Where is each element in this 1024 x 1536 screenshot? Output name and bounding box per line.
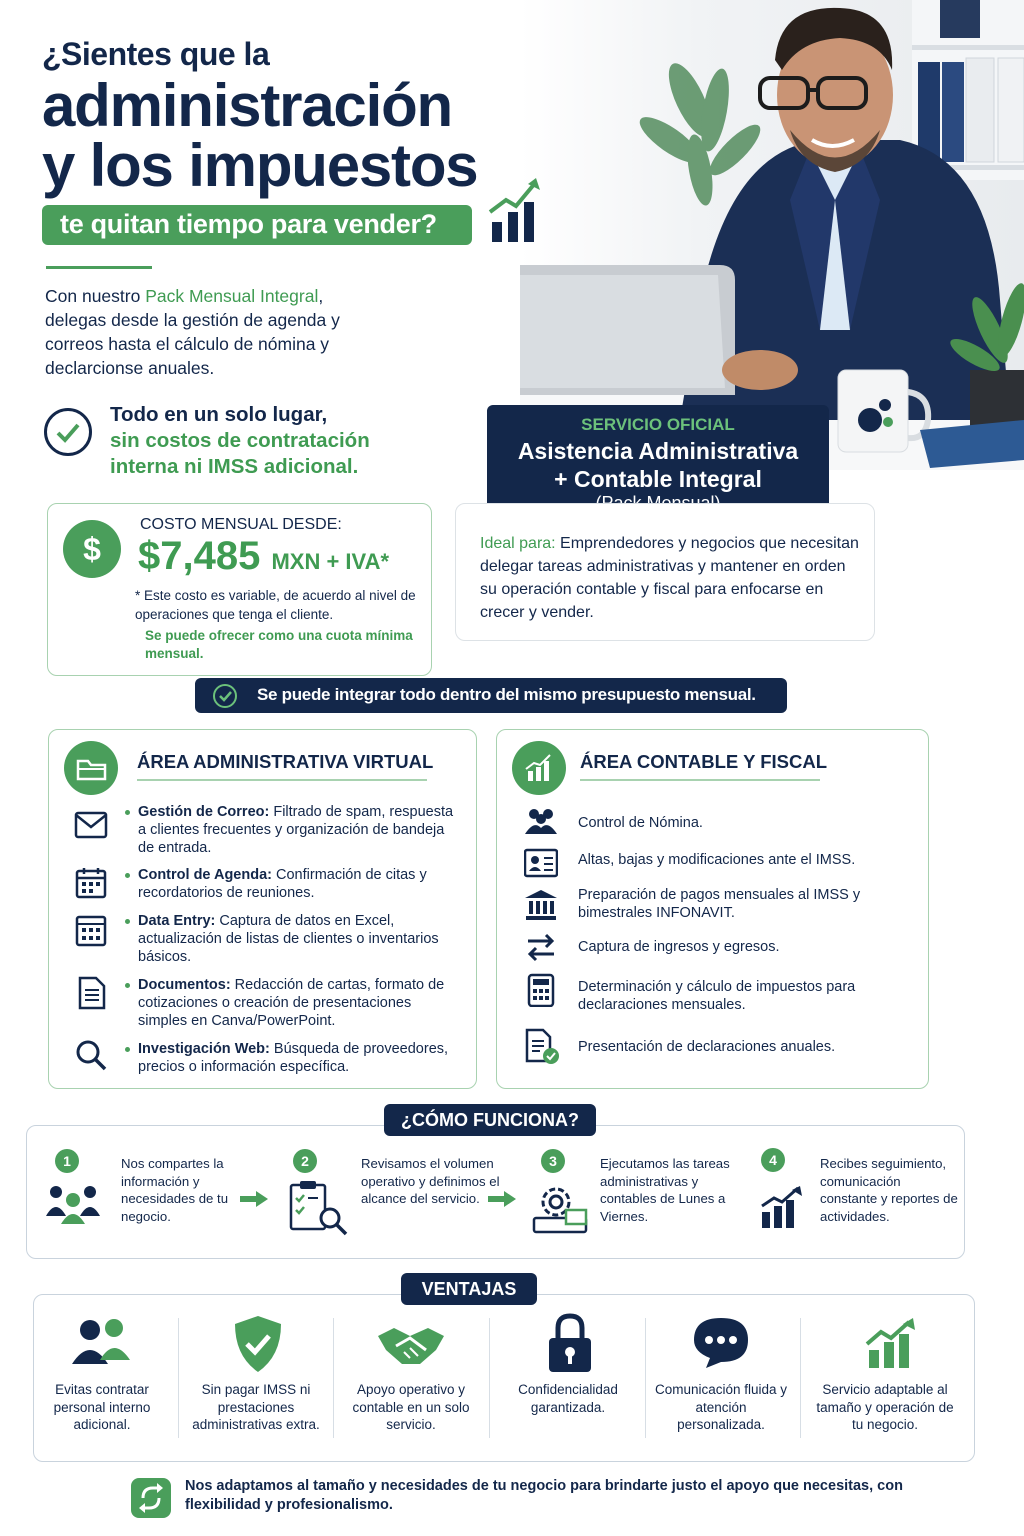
all-in-one-text — [110, 402, 370, 480]
step-number: 4 — [761, 1148, 785, 1172]
fiscal-item-imss: Altas, bajas y modificaciones ante el IMSS. — [578, 852, 856, 868]
fiscal-item-payroll: Control de Nómina. — [578, 815, 703, 831]
admin-item-documents — [138, 976, 458, 1030]
people-icon — [70, 1316, 132, 1368]
divider — [800, 1318, 801, 1438]
people-icon — [524, 806, 558, 840]
fiscal-item-income: Captura de ingresos y egresos. — [578, 939, 780, 955]
price-label: COSTO MENSUAL DESDE: — [140, 516, 342, 533]
price-note: * Este costo es variable, de acuerdo al nivel de operaciones que tenga el cliente. — [135, 588, 416, 622]
ideal-label: Ideal para: — [480, 535, 556, 552]
advantage-text: Servicio adaptable al tamaño y operación de tu negocio. — [816, 1382, 954, 1432]
calculator-icon — [524, 973, 558, 1007]
price-note-green: Se puede ofrecer como una cuota mínima mensual. — [145, 628, 413, 661]
headline-impuestos: y los impuestos — [42, 132, 478, 199]
handshake-icon — [376, 1322, 446, 1370]
checklist-search-icon — [288, 1180, 350, 1236]
service-tag: SERVICIO OFICIAL — [581, 415, 735, 434]
advantage-text: Comunicación fluida y atención personalizada. — [654, 1382, 788, 1432]
document-icon — [74, 976, 108, 1010]
admin-item-agenda-bold: Control de Agenda: — [138, 867, 272, 883]
gear-laptop-icon — [532, 1180, 590, 1236]
intro-text-pre: Con nuestro — [45, 286, 146, 306]
admin-item-documents-bold: Documentos: — [138, 977, 231, 993]
ideal-text — [480, 532, 865, 624]
step-number: 3 — [541, 1149, 565, 1173]
advantage-text: Evitas contratar personal interno adicional. — [53, 1382, 151, 1432]
intro-text-post: , delegas desde la gestión de agenda y correos hasta el cálculo de nómina y declarcionse anuales. — [45, 286, 340, 378]
admin-item-agenda-text: Confirmación de citas y recordatorios de reuniones. — [138, 867, 427, 901]
check-circle-icon — [44, 408, 92, 456]
bullet — [125, 1047, 130, 1052]
bank-icon — [524, 888, 558, 922]
step-text: Revisamos el volumen operativo y definimos el alcance del servicio. — [361, 1156, 500, 1206]
advantage-text: Apoyo operativo y contable en un solo servicio. — [352, 1382, 470, 1432]
chat-bubble-icon — [692, 1316, 750, 1370]
bullet — [125, 810, 130, 815]
service-title — [487, 437, 829, 493]
bullet — [125, 873, 130, 878]
admin-item-research — [138, 1040, 458, 1076]
divider — [333, 1318, 334, 1438]
admin-area-title: ÁREA ADMINISTRATIVA VIRTUAL — [137, 751, 434, 772]
fiscal-area-title: ÁREA CONTABLE Y FISCAL — [580, 751, 828, 772]
step-text: Recibes seguimiento, comunicación constante y reportes de actividades. — [820, 1156, 958, 1224]
step-text: Nos compartes la información y necesidades de tu negocio. — [121, 1156, 229, 1224]
admin-title-underline — [137, 779, 427, 781]
calendar-icon — [74, 866, 108, 900]
divider — [178, 1318, 179, 1438]
businessman-photo — [520, 0, 1024, 470]
ideal-body: Emprendedores y negocios que necesitan delegar tareas administrativas y mantener en orden su operación contable y fiscal para enfocarse en crecer y vender. — [480, 535, 859, 621]
dollar-icon: $ — [63, 520, 121, 578]
price-unit: MXN + IVA* — [271, 549, 390, 574]
envelope-icon — [74, 808, 108, 842]
growth-chart-icon — [865, 1318, 917, 1370]
growth-chart-icon — [488, 176, 544, 246]
fiscal-title-underline — [580, 779, 820, 781]
integrate-banner — [195, 678, 787, 713]
step-number: 2 — [293, 1149, 317, 1173]
intro-highlight: Pack Mensual Integral — [145, 286, 319, 306]
service-title-line2: + Contable Integral — [554, 466, 762, 492]
fiscal-item-payments: Preparación de pagos mensuales al IMSS y bimestrales INFONAVIT. — [578, 887, 861, 921]
advantages-card — [33, 1294, 975, 1462]
shield-check-icon — [231, 1314, 285, 1374]
admin-item-data-entry — [138, 912, 458, 966]
admin-item-email — [138, 803, 458, 857]
bar-chart-icon — [512, 741, 566, 795]
lock-icon — [546, 1312, 594, 1374]
admin-item-email-bold: Gestión de Correo: — [138, 804, 270, 820]
headline-administracion: administración — [42, 72, 452, 139]
arrow-right-icon — [488, 1191, 516, 1207]
exchange-icon — [524, 930, 558, 964]
search-icon — [74, 1038, 108, 1072]
step-text: Ejecutamos las tareas administrativas y contables de Lunes a Viernes. — [600, 1156, 730, 1224]
green-divider — [46, 266, 152, 269]
admin-item-documents-text: Redacción de cartas, formato de cotizaciones o creación de presentaciones simples en Canva/PowerPoint. — [138, 977, 445, 1029]
bullet — [125, 983, 130, 988]
team-icon — [44, 1182, 104, 1226]
advantage-text: Confidencialidad garantizada. — [518, 1382, 618, 1415]
divider — [489, 1318, 490, 1438]
advantage-text: Sin pagar IMSS ni prestaciones administrativas extra. — [192, 1382, 320, 1432]
price-value: $7,485 — [138, 534, 261, 578]
step-number: 1 — [55, 1149, 79, 1173]
all-in-one-line3: interna ni IMSS adicional. — [110, 455, 359, 478]
id-card-icon — [524, 846, 558, 880]
footer-text: Nos adaptamos al tamaño y necesidades de tu negocio para brindarte justo el apoyo que necesitas, con flexibilidad y profesionalismo. — [185, 1478, 903, 1513]
spreadsheet-icon — [74, 914, 108, 948]
arrow-right-icon — [240, 1191, 268, 1207]
check-icon — [213, 684, 237, 708]
admin-item-research-text: Búsqueda de proveedores, precios o información específica. — [138, 1041, 449, 1075]
all-in-one-line1: Todo en un solo lugar, — [110, 403, 328, 426]
folder-icon — [64, 741, 118, 795]
headline-question: ¿Sientes que la — [42, 36, 270, 72]
how-it-works-title: ¿CÓMO FUNCIONA? — [384, 1104, 596, 1136]
fiscal-item-taxes: Determinación y cálculo de impuestos para declaraciones mensuales. — [578, 979, 856, 1013]
price-amount — [138, 534, 389, 579]
admin-item-data-entry-bold: Data Entry: — [138, 913, 216, 929]
admin-item-email-text: Filtrado de spam, respuesta a clientes frecuentes y organización de bandeja de entrada. — [138, 804, 454, 856]
integrate-text: Se puede integrar todo dentro del mismo presupuesto mensual. — [257, 685, 756, 704]
all-in-one-line2: sin costos de contratación — [110, 429, 370, 452]
admin-item-research-bold: Investigación Web: — [138, 1041, 270, 1057]
admin-item-data-entry-text: Captura de datos en Excel, actualización de listas de clientes o inventarios básicos. — [138, 913, 439, 965]
refresh-icon — [131, 1478, 171, 1518]
admin-item-agenda — [138, 866, 458, 902]
divider — [645, 1318, 646, 1438]
growth-chart-icon — [760, 1186, 804, 1230]
headline-pill: te quitan tiempo para vender? — [42, 205, 472, 245]
bullet — [125, 919, 130, 924]
advantages-title: VENTAJAS — [401, 1273, 537, 1305]
fiscal-item-annual: Presentación de declaraciones anuales. — [578, 1039, 836, 1055]
document-check-icon — [524, 1028, 562, 1066]
intro-paragraph — [45, 284, 365, 380]
service-title-line1: Asistencia Administrativa — [517, 438, 799, 464]
